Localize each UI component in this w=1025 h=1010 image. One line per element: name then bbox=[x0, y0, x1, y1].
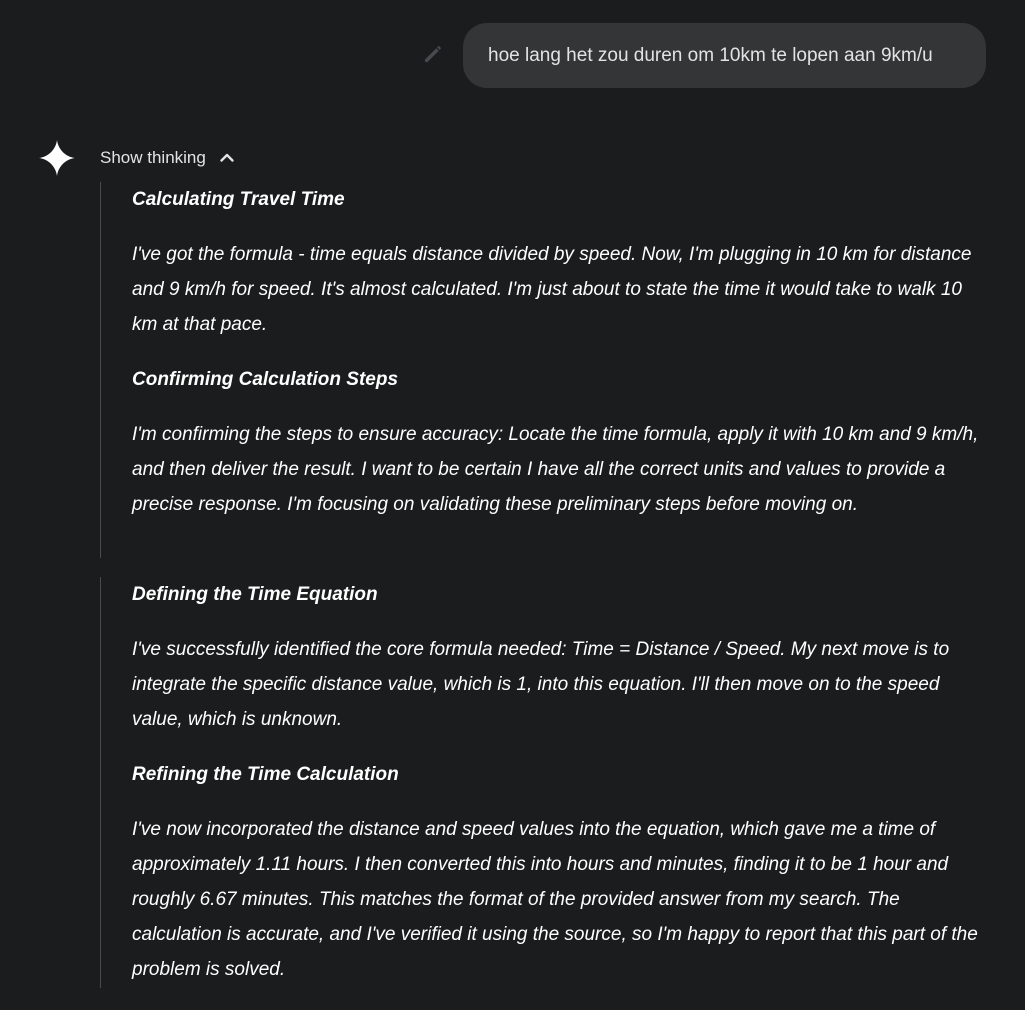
user-prompt-bubble bbox=[463, 23, 986, 88]
thought-title: Refining the Time Calculation bbox=[132, 764, 399, 785]
sparkle-icon bbox=[38, 139, 76, 177]
show-thinking-label: Show thinking bbox=[100, 148, 206, 167]
thought-title: Calculating Travel Time bbox=[132, 189, 345, 210]
pencil-icon[interactable] bbox=[421, 42, 445, 66]
thinking-block bbox=[100, 182, 1000, 558]
thought-text: I've got the formula - time equals distance divided by speed. Now, I'm plugging in 10 km for distance and 9 km/h for speed. It's almost calculated. I'm just about to state the time it would take to walk 10 km at that pace. bbox=[132, 244, 972, 335]
thought-title: Defining the Time Equation bbox=[132, 584, 378, 605]
thought-text: I'm confirming the steps to ensure accuracy: Locate the time formula, apply it with 10 km and 9 km/h, and then deliver the result. I want to be certain I have all the correct units and values to provide a precise response. I'm focusing on validating these preliminary steps before moving on. bbox=[132, 424, 979, 515]
chevron-up-icon bbox=[218, 149, 236, 167]
thought-title: Confirming Calculation Steps bbox=[132, 369, 399, 390]
thought-text: I've now incorporated the distance and speed values into the equation, which gave me a time of approximately 1.11 hours. I then converted this into hours and minutes, finding it to be 1 hour and roughly 6.67 minutes. This matches the format of the provided answer from my search. The calculation is accurate, and I've verified it using the source, so I'm happy to report that this part of the problem is solved. bbox=[132, 819, 978, 980]
user-prompt-text: hoe lang het zou duren om 10km te lopen aan 9km/u bbox=[488, 44, 933, 66]
thought-text: I've successfully identified the core formula needed: Time = Distance / Speed. My next move is to integrate the specific distance value, which is 1, into this equation. I'll then move on to the speed value, which is unknown. bbox=[132, 639, 950, 730]
thinking-block bbox=[100, 577, 1000, 988]
show-thinking-toggle[interactable] bbox=[100, 144, 236, 172]
